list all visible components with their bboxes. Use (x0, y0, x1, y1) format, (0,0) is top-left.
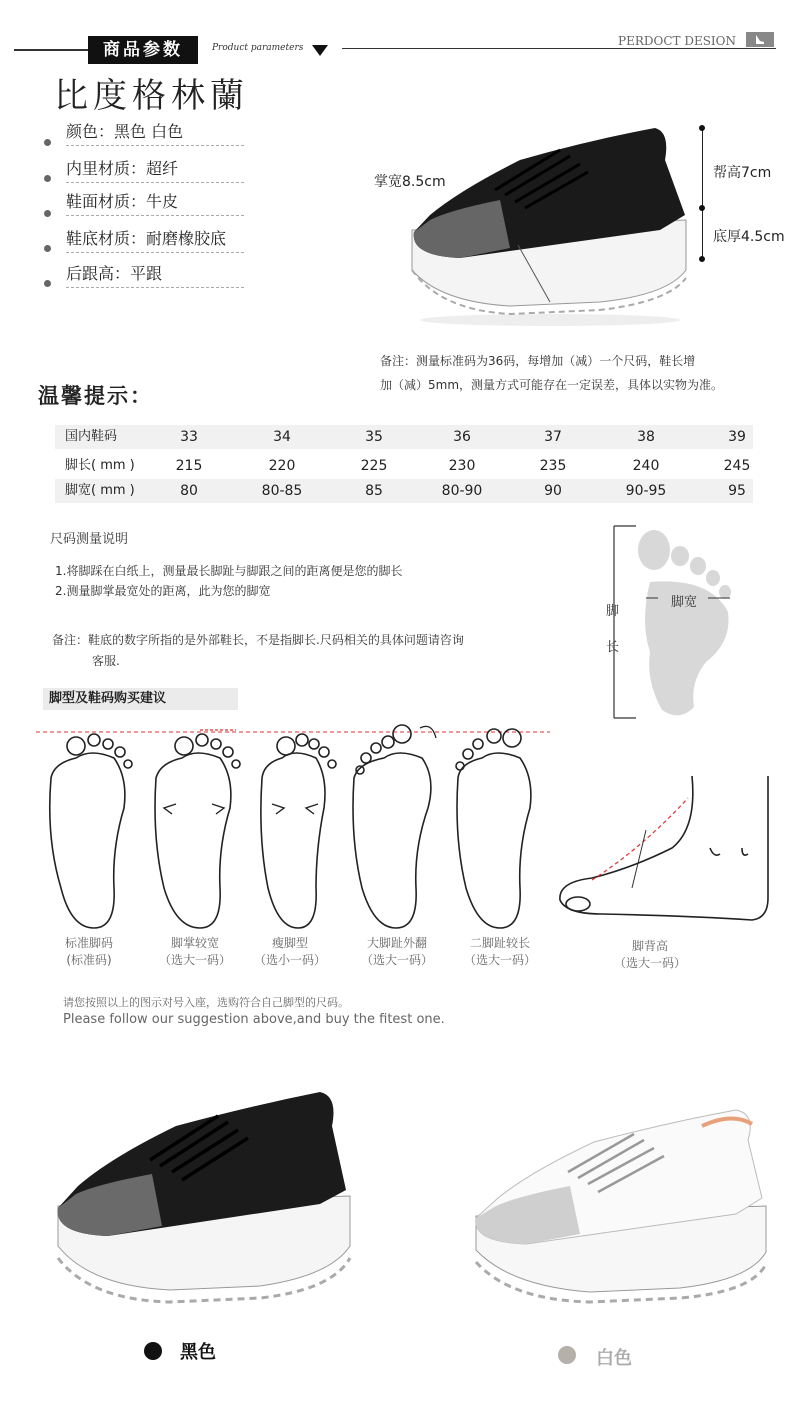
table-cell: 235 (539, 458, 567, 474)
table-cell: 80-85 (261, 483, 303, 499)
foot-width-label: 脚宽 (671, 595, 698, 610)
header-rule-left (14, 49, 90, 51)
product-image-black-variant (50, 1086, 360, 1306)
bullet-icon (44, 280, 51, 287)
color-label-black: 黑色 (180, 1342, 216, 1363)
table-row-label: 脚长( mm ) (65, 458, 135, 473)
foot-type-name: 瘦脚型 (271, 936, 308, 950)
table-cell: 38 (637, 429, 655, 445)
table-row (55, 454, 753, 478)
footprint-diagram (610, 522, 760, 722)
table-cell: 36 (453, 429, 471, 445)
foot-type-hint: （选小一码） (253, 953, 326, 967)
foot-type-long-second-toe (455, 935, 545, 969)
table-cell: 245 (723, 458, 751, 474)
brand-tag: PERDOCT DESION (618, 34, 737, 48)
table-cell: 95 (728, 483, 746, 499)
table-cell: 33 (180, 429, 198, 445)
bullet-icon (44, 175, 51, 182)
color-label-white: 白色 (596, 1348, 632, 1369)
section-subtitle: Product parameters (212, 43, 304, 53)
follow-note-en: Please follow our suggestion above,and buy the fitest one. (63, 1012, 445, 1027)
table-cell: 215 (175, 458, 203, 474)
foot-type-name: 标准脚码 (64, 936, 113, 950)
table-row-label: 脚宽( mm ) (65, 483, 135, 498)
table-cell: 90 (544, 483, 562, 499)
foot-type-hint: （选大一码） (613, 956, 686, 970)
measure-step2: 2.测量脚掌最宽处的距离，此为您的脚宽 (55, 584, 271, 598)
dimension-dot (699, 205, 705, 211)
table-row (55, 425, 753, 449)
section-title: 商品参数 (88, 36, 198, 64)
header-rule-right (342, 48, 776, 49)
shoe-logo-icon (746, 32, 774, 47)
bullet-icon (44, 210, 51, 217)
attr-color: 颜色：黑色 白色 (66, 120, 244, 146)
table-row-label: 国内鞋码 (65, 429, 118, 444)
color-swatch-white (558, 1346, 576, 1364)
foot-type-name: 脚背高 (631, 939, 668, 953)
foot-type-bunion (352, 935, 442, 969)
foot-type-name: 二脚趾较长 (469, 936, 530, 950)
foot-type-name: 大脚趾外翻 (366, 936, 427, 950)
foot-type-diagrams (36, 718, 556, 936)
table-cell: 225 (360, 458, 388, 474)
tip-title: 温馨提示： (38, 384, 153, 408)
table-cell: 85 (365, 483, 383, 499)
table-cell: 230 (448, 458, 476, 474)
foot-type-name: 脚掌较宽 (170, 936, 219, 950)
sole-thickness-label: 底厚4.5cm (713, 229, 785, 245)
measure-step1: 1.将脚踩在白纸上，测量最长脚趾与脚跟之间的距离便是您的脚长 (55, 564, 403, 578)
foot-type-hint: （选大一码） (158, 953, 231, 967)
follow-note-cn: 请您按照以上的图示对号入座，选购符合自己脚型的尺码。 (63, 996, 349, 1009)
attr-sole: 鞋底材质：耐磨橡胶底 (66, 227, 244, 253)
table-cell: 37 (544, 429, 562, 445)
product-image-black (400, 120, 700, 330)
attr-lining: 内里材质：超纤 (66, 157, 244, 183)
table-row (55, 479, 753, 503)
foot-type-hint: （选大一码） (360, 953, 433, 967)
palm-width-label: 掌宽8.5cm (374, 174, 446, 190)
table-cell: 80 (180, 483, 198, 499)
product-image-white-variant (470, 1106, 775, 1306)
dimension-dot (699, 125, 705, 131)
foot-type-wide (150, 935, 240, 969)
bullet-icon (44, 245, 51, 252)
measure-note-line1: 备注：测量标准码为36码，每增加（减）一个尺码，鞋长增 (380, 354, 696, 368)
foot-type-hint: （选大一码） (463, 953, 536, 967)
table-cell: 220 (268, 458, 296, 474)
foot-type-standard (44, 935, 134, 969)
table-cell: 80-90 (441, 483, 483, 499)
measure-note-line2: 加（减）5mm，测量方式可能存在一定误差，具体以实物为准。 (380, 378, 724, 392)
foot-type-high-instep (605, 938, 695, 972)
attr-upper: 鞋面材质：牛皮 (66, 190, 244, 216)
table-cell: 240 (632, 458, 660, 474)
attr-heel: 后跟高：平跟 (66, 262, 244, 288)
table-cell: 39 (728, 429, 746, 445)
upper-height-label: 帮高7cm (713, 165, 772, 181)
foot-type-thin (245, 935, 335, 969)
instep-diagram (552, 768, 774, 938)
brand-name: 比度格林蘭 (54, 76, 249, 116)
bullet-icon (44, 139, 51, 146)
dimension-dot (699, 256, 705, 262)
foot-length-char2: 长 (606, 640, 620, 655)
table-cell: 34 (273, 429, 291, 445)
measure-remark-line2: 客服. (92, 654, 120, 668)
measure-title: 尺码测量说明 (50, 532, 129, 547)
triangle-down-icon (312, 45, 328, 56)
advice-title: 脚型及鞋码购买建议 (43, 688, 238, 710)
table-cell: 90-95 (625, 483, 667, 499)
color-swatch-black (144, 1342, 162, 1360)
measure-remark-line1: 备注：鞋底的数字所指的是外部鞋长，不是指脚长.尺码相关的具体问题请咨询 (52, 633, 464, 647)
table-cell: 35 (365, 429, 383, 445)
dimension-line (702, 128, 703, 260)
foot-length-char1: 脚 (606, 604, 620, 619)
foot-type-hint: (标准码) (66, 953, 112, 967)
